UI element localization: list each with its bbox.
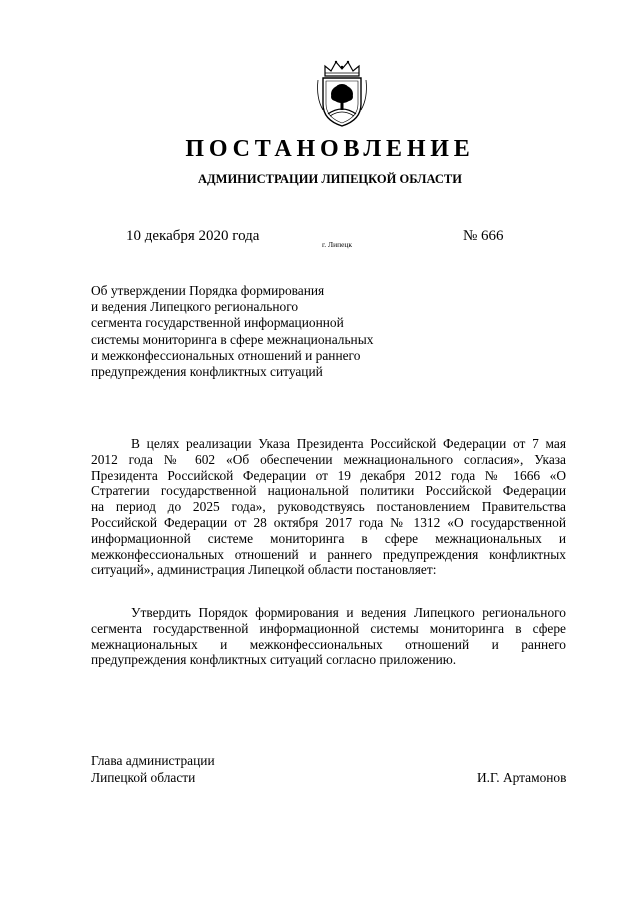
preamble-line: межконфессиональных отношений и раннего предупреждения конфликтных <box>91 546 566 562</box>
document-title: ПОСТАНОВЛЕНИЕ <box>185 136 475 162</box>
document-subject <box>91 283 451 380</box>
preamble-line: 2012 года № 602 «Об обеспечении межнационального согласия», Указа <box>91 451 566 467</box>
lipetsk-oblast-coat-of-arms-icon <box>315 58 369 128</box>
subject-line: системы мониторинга в сфере межнациональных <box>91 331 374 347</box>
preamble-line: информационной системе мониторинга в сфере межнациональных и <box>91 530 566 546</box>
preamble-line: ситуаций», администрация Липецкой области постановляет: <box>91 562 437 578</box>
subject-line: и межконфессиональных отношений и раннего <box>91 347 361 363</box>
signatory-position-line: Липецкой области <box>91 770 196 785</box>
document-number: № 666 <box>463 228 504 244</box>
preamble-paragraph <box>91 436 566 578</box>
subject-line: Об утверждении Порядка формирования <box>91 283 325 298</box>
preamble-line: Стратегии государственной национальной политики Российской Федерации <box>91 483 566 499</box>
resolution-line: межнациональных и межконфессиональных отношений и раннего <box>91 636 566 652</box>
preamble-line: на период до 2025 года», руководствуясь постановлением Правительства <box>91 499 566 515</box>
signatory-name: И.Г. Артамонов <box>477 770 567 785</box>
resolution-paragraph <box>91 605 566 668</box>
document-issuer: АДМИНИСТРАЦИИ ЛИПЕЦКОЙ ОБЛАСТИ <box>198 172 462 186</box>
resolution-line: Утвердить Порядок формирования и ведения Липецкого регионального <box>131 605 566 620</box>
preamble-line: Российской Федерации от 28 октября 2017 года № 1312 «О государственной <box>91 514 566 530</box>
signatory-position-line: Глава администрации <box>91 753 215 768</box>
subject-line: предупреждения конфликтных ситуаций <box>91 364 323 380</box>
subject-line: сегмента государственной информационной <box>91 315 344 331</box>
signatory-position <box>91 752 215 786</box>
document-date: 10 декабря 2020 года <box>126 228 260 244</box>
preamble-line: В целях реализации Указа Президента Российской Федерации от 7 мая <box>131 436 566 451</box>
document-city: г. Липецк <box>322 240 353 249</box>
resolution-line: предупреждения конфликтных ситуаций согласно приложению. <box>91 652 457 668</box>
subject-line: и ведения Липецкого регионального <box>91 299 299 315</box>
preamble-line: Президента Российской Федерации от 19 декабря 2012 года № 1666 «О <box>91 467 566 483</box>
resolution-line: сегмента государственной информационной системы мониторинга в сфере <box>91 620 566 636</box>
